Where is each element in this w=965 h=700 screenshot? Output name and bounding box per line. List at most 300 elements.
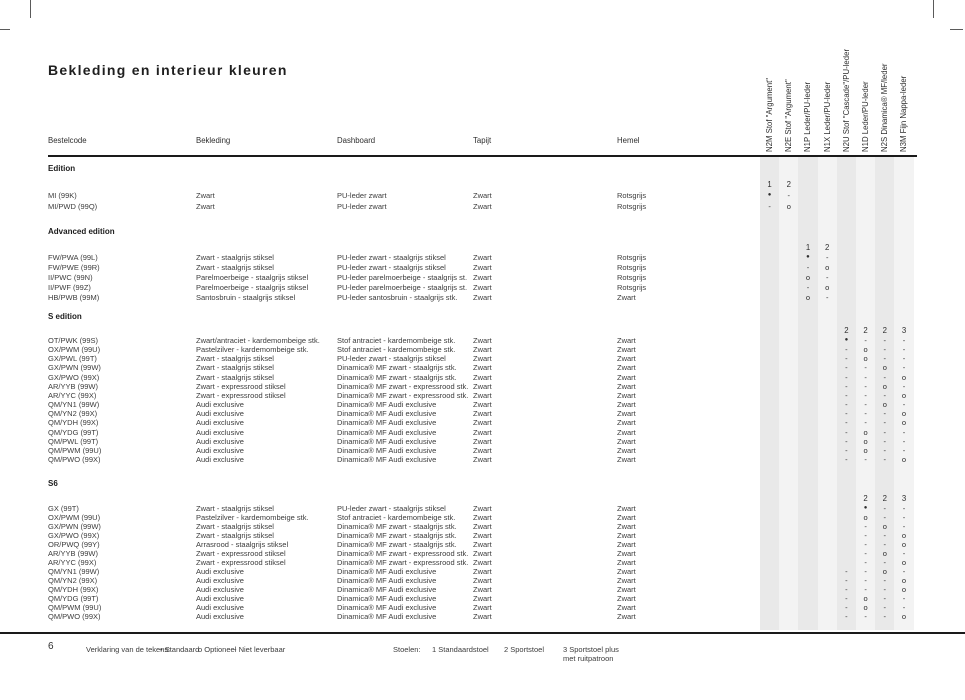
cell-dashboard: Dinamica® MF Audi exclusive — [337, 427, 437, 437]
availability-mark: - — [883, 612, 887, 621]
availability-mark: o — [863, 427, 868, 437]
cell-bestelcode: AR/YYC (99X) — [48, 558, 97, 567]
cell-bekleding: Audi exclusive — [196, 594, 244, 603]
seat-number: 3 — [901, 494, 907, 503]
availability-mark: - — [902, 504, 906, 513]
cell-bekleding: Pastelzilver - kardemombeige stk. — [196, 513, 309, 522]
cell-bestelcode: II/PWF (99Z) — [48, 283, 91, 292]
seat-type-1: 1 Standaardstoel — [432, 645, 489, 654]
cell-hemel: Zwart — [617, 603, 636, 612]
table-row — [0, 273, 965, 283]
cell-bekleding: Audi exclusive — [196, 409, 244, 419]
seat-number: 2 — [882, 494, 887, 503]
cell-bekleding: Audi exclusive — [196, 576, 244, 585]
availability-mark: - — [883, 513, 887, 522]
material-column-header: N3M Fijn Nappa-leder — [899, 75, 909, 152]
cell-hemel: Zwart — [617, 454, 636, 464]
availability-mark: o — [901, 409, 907, 419]
availability-mark: - — [845, 585, 848, 594]
availability-mark: - — [902, 513, 906, 522]
availability-mark: - — [825, 253, 829, 262]
page-number: 6 — [48, 641, 54, 652]
legend-item-optioneel: o Optioneel — [198, 645, 237, 654]
cell-tapijt: Zwart — [473, 585, 492, 594]
seat-number: 2 — [844, 326, 849, 335]
cell-bestelcode: QM/PWO (99X) — [48, 454, 101, 464]
footer-rule — [0, 632, 965, 634]
availability-mark: - — [883, 354, 887, 364]
cell-bestelcode: HB/PWB (99M) — [48, 293, 100, 302]
cell-bestelcode: OT/PWK (99S) — [48, 336, 99, 345]
cell-tapijt: Zwart — [473, 293, 492, 302]
cell-bestelcode: GX/PWO (99X) — [48, 531, 100, 540]
cell-hemel: Zwart — [617, 390, 636, 400]
availability-mark: - — [883, 540, 887, 549]
cell-bestelcode: QM/YN2 (99X) — [48, 576, 98, 585]
availability-mark: - — [787, 191, 791, 200]
cell-bekleding: Zwart — [196, 191, 215, 200]
cell-bestelcode: MI (99K) — [48, 191, 77, 200]
cell-bekleding: Audi exclusive — [196, 454, 244, 464]
material-column-header: N1D Leder/PU-leder — [861, 81, 870, 152]
cell-tapijt: Zwart — [473, 409, 492, 419]
cell-bekleding: Zwart - staalgrijs stiksel — [196, 372, 274, 382]
cell-hemel: Rotsgrijs — [617, 191, 647, 200]
cell-dashboard: Dinamica® MF zwart - staalgrijs stk. — [337, 540, 457, 549]
cell-bestelcode: QM/YN1 (99W) — [48, 400, 100, 410]
cell-bekleding: Zwart - staalgrijs stiksel — [196, 253, 274, 262]
availability-mark: - — [883, 345, 887, 355]
availability-mark: - — [845, 594, 848, 603]
cell-tapijt: Zwart — [473, 445, 492, 455]
cell-bestelcode: QM/YDH (99X) — [48, 418, 99, 428]
cell-bestelcode: QM/PWL (99T) — [48, 436, 99, 446]
cell-hemel: Rotsgrijs — [617, 263, 647, 272]
section-title: S6 — [48, 479, 58, 488]
cell-dashboard: Dinamica® MF Audi exclusive — [337, 576, 437, 585]
cell-bestelcode: QM/YDG (99T) — [48, 594, 99, 603]
availability-mark: o — [863, 436, 868, 446]
cell-tapijt: Zwart — [473, 191, 492, 200]
cell-bestelcode: OR/PWQ (99Y) — [48, 540, 100, 549]
cell-bestelcode: QM/YDG (99T) — [48, 427, 99, 437]
column-header-bestelcode: Bestelcode — [48, 136, 87, 145]
availability-mark: - — [902, 549, 906, 558]
availability-mark: - — [883, 445, 887, 455]
cell-dashboard: Dinamica® MF Audi exclusive — [337, 567, 437, 576]
cell-dashboard: PU-leder zwart - staalgrijs stiksel — [337, 253, 446, 262]
cell-dashboard: Stof antraciet - kardemombeige stk. — [337, 336, 456, 345]
cell-tapijt: Zwart — [473, 513, 492, 522]
cell-bekleding: Zwart - expressrood stiksel — [196, 549, 286, 558]
availability-mark: o — [901, 372, 907, 382]
availability-mark: - — [845, 612, 848, 621]
column-header-dashboard: Dashboard — [337, 136, 376, 145]
cell-hemel: Zwart — [617, 427, 636, 437]
column-header-tapijt: Tapijt — [473, 136, 492, 145]
cell-bekleding: Zwart - staalgrijs stiksel — [196, 263, 274, 272]
availability-mark: - — [883, 504, 887, 513]
seat-number-header-row — [0, 243, 965, 253]
cell-hemel: Zwart — [617, 531, 636, 540]
availability-mark: - — [864, 576, 867, 585]
availability-mark: - — [864, 336, 867, 345]
cell-bestelcode: GX/PWN (99W) — [48, 363, 101, 373]
availability-mark: - — [806, 283, 810, 292]
cell-bekleding: Zwart/antraciet - kardemombeige stk. — [196, 336, 320, 345]
cell-hemel: Zwart — [617, 381, 636, 391]
availability-mark: o — [882, 567, 887, 576]
cell-hemel: Zwart — [617, 576, 636, 585]
availability-mark: - — [864, 454, 867, 464]
availability-mark: o — [805, 293, 811, 302]
cell-bekleding: Pastelzilver - kardemombeige stk. — [196, 345, 309, 355]
seat-number-header-row — [0, 494, 965, 504]
cell-hemel: Zwart — [617, 354, 636, 364]
cell-dashboard: Dinamica® MF Audi exclusive — [337, 409, 437, 419]
cell-tapijt: Zwart — [473, 273, 492, 282]
crop-mark-top-left-vertical — [30, 0, 31, 18]
cell-bekleding: Audi exclusive — [196, 418, 244, 428]
availability-mark: o — [882, 381, 887, 391]
cell-bekleding: Zwart - expressrood stiksel — [196, 390, 286, 400]
cell-dashboard: Dinamica® MF zwart - expressrood stk. — [337, 390, 469, 400]
cell-dashboard: PU-leder parelmoerbeige - staalgrijs st. — [337, 283, 468, 292]
cell-bekleding: Audi exclusive — [196, 400, 244, 410]
cell-bestelcode: QM/PWM (99U) — [48, 603, 102, 612]
availability-mark: ● — [767, 192, 772, 198]
cell-hemel: Zwart — [617, 372, 636, 382]
cell-tapijt: Zwart — [473, 594, 492, 603]
cell-hemel: Zwart — [617, 513, 636, 522]
cell-dashboard: Dinamica® MF zwart - expressrood stk. — [337, 381, 469, 391]
table-row — [0, 455, 965, 465]
cell-bestelcode: AR/YYB (99W) — [48, 549, 99, 558]
seat-number: 1 — [767, 180, 772, 189]
legend-label: Verklaring van de tekens: — [86, 645, 171, 654]
availability-mark: - — [883, 594, 887, 603]
cell-tapijt: Zwart — [473, 531, 492, 540]
availability-mark: o — [863, 345, 868, 355]
cell-tapijt: Zwart — [473, 354, 492, 364]
cell-dashboard: Dinamica® MF Audi exclusive — [337, 612, 437, 621]
seats-label: Stoelen: — [393, 645, 421, 654]
cell-tapijt: Zwart — [473, 427, 492, 437]
table-row — [0, 283, 965, 293]
availability-mark: - — [902, 354, 906, 364]
availability-mark: - — [902, 400, 906, 410]
availability-mark: - — [845, 567, 848, 576]
availability-mark: - — [864, 612, 867, 621]
cell-bekleding: Zwart - staalgrijs stiksel — [196, 531, 274, 540]
availability-mark: - — [902, 336, 906, 345]
cell-dashboard: Dinamica® MF Audi exclusive — [337, 400, 437, 410]
section-title: Advanced edition — [48, 227, 115, 236]
availability-mark: o — [901, 576, 907, 585]
cell-hemel: Rotsgrijs — [617, 201, 647, 211]
availability-mark: - — [864, 381, 867, 391]
cell-bestelcode: FW/PWE (99R) — [48, 263, 100, 272]
availability-mark: o — [901, 540, 907, 549]
availability-mark: - — [864, 400, 867, 410]
availability-mark: - — [845, 390, 848, 400]
availability-mark: - — [883, 436, 887, 446]
cell-bestelcode: GX/PWO (99X) — [48, 372, 100, 382]
table-row — [0, 263, 965, 273]
material-column-header: N2M Stof "Argument" — [765, 77, 774, 152]
availability-mark: o — [901, 612, 907, 621]
seat-number: 2 — [863, 326, 868, 335]
availability-mark: - — [845, 345, 848, 355]
crop-mark-top-right-vertical — [933, 0, 934, 18]
availability-mark: o — [825, 283, 830, 292]
cell-bekleding: Zwart - staalgrijs stiksel — [196, 363, 274, 373]
cell-tapijt: Zwart — [473, 283, 492, 292]
availability-mark: - — [883, 558, 887, 567]
cell-hemel: Zwart — [617, 336, 636, 345]
availability-mark: ● — [806, 254, 810, 260]
cell-tapijt: Zwart — [473, 558, 492, 567]
material-column-header: N2U Stof "Cascade"/PU-leder — [841, 48, 851, 152]
cell-dashboard: Dinamica® MF zwart - staalgrijs stk. — [337, 372, 457, 382]
cell-dashboard: PU-leder zwart - staalgrijs stiksel — [337, 504, 446, 513]
seat-number-header-row — [0, 326, 965, 336]
cell-dashboard: Dinamica® MF Audi exclusive — [337, 585, 437, 594]
material-column-header: N2S Dinamica® MF/leder — [880, 63, 890, 152]
cell-dashboard: Stof antraciet - kardemombeige stk. — [337, 513, 456, 522]
availability-mark: - — [864, 585, 867, 594]
cell-bekleding: Zwart - staalgrijs stiksel — [196, 522, 274, 531]
cell-bestelcode: FW/PWA (99L) — [48, 253, 98, 262]
cell-tapijt: Zwart — [473, 372, 492, 382]
cell-tapijt: Zwart — [473, 381, 492, 391]
availability-mark: - — [825, 293, 829, 302]
cell-hemel: Zwart — [617, 504, 636, 513]
cell-hemel: Zwart — [617, 436, 636, 446]
availability-mark: - — [845, 409, 848, 419]
availability-mark: - — [864, 409, 867, 419]
cell-bekleding: Audi exclusive — [196, 585, 244, 594]
availability-mark: o — [901, 531, 907, 540]
availability-mark: o — [863, 445, 868, 455]
cell-bestelcode: QM/PWM (99U) — [48, 445, 102, 455]
section-title: Edition — [48, 164, 76, 173]
availability-mark: - — [883, 336, 887, 345]
cell-hemel: Zwart — [617, 549, 636, 558]
availability-mark: - — [845, 354, 848, 364]
cell-bekleding: Zwart - expressrood stiksel — [196, 558, 286, 567]
availability-mark: - — [883, 585, 887, 594]
cell-dashboard: Dinamica® MF Audi exclusive — [337, 454, 437, 464]
availability-mark: o — [901, 558, 907, 567]
availability-mark: o — [882, 522, 887, 531]
seat-number: 2 — [786, 180, 791, 189]
cell-bekleding: Zwart — [196, 201, 215, 211]
availability-mark: - — [883, 372, 887, 382]
cell-bestelcode: QM/YN2 (99X) — [48, 409, 98, 419]
availability-mark: - — [902, 427, 906, 437]
availability-mark: o — [863, 354, 868, 364]
page-title: Bekleding en interieur kleuren — [48, 62, 288, 78]
table-row — [0, 293, 965, 303]
availability-mark: o — [901, 390, 907, 400]
cell-dashboard: Stof antraciet - kardemombeige stk. — [337, 345, 456, 355]
cell-dashboard: Dinamica® MF zwart - staalgrijs stk. — [337, 363, 457, 373]
material-column-header: N1X Leder/PU-leder — [822, 81, 832, 152]
cell-dashboard: Dinamica® MF zwart - expressrood stk. — [337, 558, 469, 567]
cell-hemel: Zwart — [617, 418, 636, 428]
cell-bekleding: Parelmoerbeige - staalgrijs stiksel — [196, 273, 309, 282]
cell-tapijt: Zwart — [473, 576, 492, 585]
availability-mark: - — [902, 363, 906, 373]
cell-hemel: Zwart — [617, 567, 636, 576]
cell-dashboard: Dinamica® MF zwart - expressrood stk. — [337, 549, 469, 558]
material-column-header: N2E Stof "Argument" — [784, 79, 794, 152]
availability-mark: - — [845, 363, 848, 373]
availability-mark: - — [883, 454, 887, 464]
column-header-hemel: Hemel — [617, 136, 640, 145]
table-header-rule — [48, 155, 917, 157]
cell-bestelcode: QM/YN1 (99W) — [48, 567, 100, 576]
availability-mark: o — [882, 549, 887, 558]
table-row — [0, 191, 965, 201]
availability-mark: o — [882, 400, 887, 410]
availability-mark: - — [864, 522, 867, 531]
cell-dashboard: Dinamica® MF Audi exclusive — [337, 594, 437, 603]
cell-hemel: Zwart — [617, 585, 636, 594]
cell-bestelcode: GX/PWN (99W) — [48, 522, 101, 531]
cell-bekleding: Parelmoerbeige - staalgrijs stiksel — [196, 283, 309, 292]
cell-bekleding: Audi exclusive — [196, 567, 244, 576]
cell-bekleding: Audi exclusive — [196, 427, 244, 437]
section-title: S edition — [48, 312, 82, 321]
cell-bestelcode: OX/PWM (99U) — [48, 345, 101, 355]
cell-tapijt: Zwart — [473, 436, 492, 446]
cell-tapijt: Zwart — [473, 522, 492, 531]
availability-mark: o — [882, 363, 887, 373]
availability-mark: - — [845, 454, 848, 464]
cell-bestelcode: GX/PWL (99T) — [48, 354, 97, 364]
cell-hemel: Zwart — [617, 594, 636, 603]
availability-mark: - — [864, 390, 867, 400]
seat-number: 2 — [863, 494, 868, 503]
availability-mark: - — [864, 558, 867, 567]
availability-mark: - — [806, 263, 810, 272]
seat-type-2: 2 Sportstoel — [504, 645, 545, 654]
availability-mark: - — [883, 390, 887, 400]
cell-tapijt: Zwart — [473, 390, 492, 400]
availability-mark: - — [883, 531, 887, 540]
cell-dashboard: Dinamica® MF Audi exclusive — [337, 436, 437, 446]
availability-mark: - — [864, 418, 867, 428]
availability-mark: - — [768, 201, 771, 211]
availability-mark: - — [902, 603, 906, 612]
cell-hemel: Zwart — [617, 445, 636, 455]
cell-bekleding: Santosbruin - staalgrijs stiksel — [196, 293, 296, 302]
availability-mark: - — [902, 445, 906, 455]
cell-dashboard: Dinamica® MF Audi exclusive — [337, 445, 437, 455]
cell-tapijt: Zwart — [473, 263, 492, 272]
table-row — [0, 253, 965, 263]
crop-mark-top-right-horizontal — [950, 29, 963, 30]
availability-mark: o — [825, 263, 830, 272]
availability-mark: ● — [863, 505, 868, 511]
cell-tapijt: Zwart — [473, 549, 492, 558]
availability-mark: - — [864, 372, 867, 382]
cell-tapijt: Zwart — [473, 253, 492, 262]
legend-item-standaard: • Standaard — [160, 645, 200, 654]
availability-mark: - — [845, 445, 848, 455]
seat-number: 2 — [825, 243, 830, 252]
cell-hemel: Rotsgrijs — [617, 283, 647, 292]
cell-hemel: Zwart — [617, 522, 636, 531]
availability-mark: - — [864, 567, 867, 576]
availability-mark: - — [845, 603, 848, 612]
availability-mark: - — [902, 567, 906, 576]
cell-tapijt: Zwart — [473, 336, 492, 345]
availability-mark: - — [902, 345, 906, 355]
cell-bekleding: Audi exclusive — [196, 612, 244, 621]
seat-type-3: 3 Sportstoel plus met ruitpatroon — [563, 645, 619, 663]
cell-dashboard: Dinamica® MF zwart - staalgrijs stk. — [337, 531, 457, 540]
table-row — [0, 202, 965, 212]
availability-mark: - — [845, 418, 848, 428]
cell-tapijt: Zwart — [473, 454, 492, 464]
cell-bestelcode: OX/PWM (99U) — [48, 513, 101, 522]
availability-mark: o — [786, 201, 791, 211]
material-column-header: N1P Leder/PU-leder — [803, 81, 813, 152]
availability-mark: - — [864, 531, 867, 540]
cell-tapijt: Zwart — [473, 603, 492, 612]
cell-tapijt: Zwart — [473, 504, 492, 513]
cell-bekleding: Audi exclusive — [196, 603, 244, 612]
cell-dashboard: PU-leder santosbruin - staalgrijs stk. — [337, 293, 458, 302]
cell-tapijt: Zwart — [473, 567, 492, 576]
cell-hemel: Zwart — [617, 540, 636, 549]
cell-tapijt: Zwart — [473, 540, 492, 549]
cell-tapijt: Zwart — [473, 345, 492, 355]
cell-bekleding: Zwart - staalgrijs stiksel — [196, 354, 274, 364]
cell-dashboard: PU-leder zwart — [337, 201, 387, 211]
cell-bestelcode: II/PWC (99N) — [48, 273, 93, 282]
availability-mark: ● — [844, 337, 849, 343]
availability-mark: - — [883, 418, 887, 428]
cell-dashboard: Dinamica® MF Audi exclusive — [337, 603, 437, 612]
cell-hemel: Zwart — [617, 400, 636, 410]
availability-mark: - — [845, 400, 848, 410]
availability-mark: o — [901, 418, 907, 428]
availability-mark: - — [864, 549, 867, 558]
cell-hemel: Zwart — [617, 345, 636, 355]
cell-bestelcode: GX (99T) — [48, 504, 79, 513]
cell-bestelcode: MI/PWD (99Q) — [48, 201, 98, 211]
cell-dashboard: PU-leder zwart — [337, 191, 387, 200]
availability-mark: - — [845, 576, 848, 585]
availability-mark: o — [805, 273, 811, 282]
availability-mark: o — [863, 513, 868, 522]
availability-mark: o — [863, 594, 868, 603]
cell-hemel: Zwart — [617, 363, 636, 373]
cell-dashboard: Dinamica® MF zwart - staalgrijs stk. — [337, 522, 457, 531]
cell-tapijt: Zwart — [473, 612, 492, 621]
cell-hemel: Rotsgrijs — [617, 253, 647, 262]
availability-mark: - — [902, 594, 906, 603]
cell-hemel: Zwart — [617, 558, 636, 567]
cell-tapijt: Zwart — [473, 363, 492, 373]
column-header-bekleding: Bekleding — [196, 136, 231, 145]
cell-dashboard: PU-leder zwart - staalgrijs stiksel — [337, 354, 446, 364]
availability-mark: - — [845, 372, 848, 382]
